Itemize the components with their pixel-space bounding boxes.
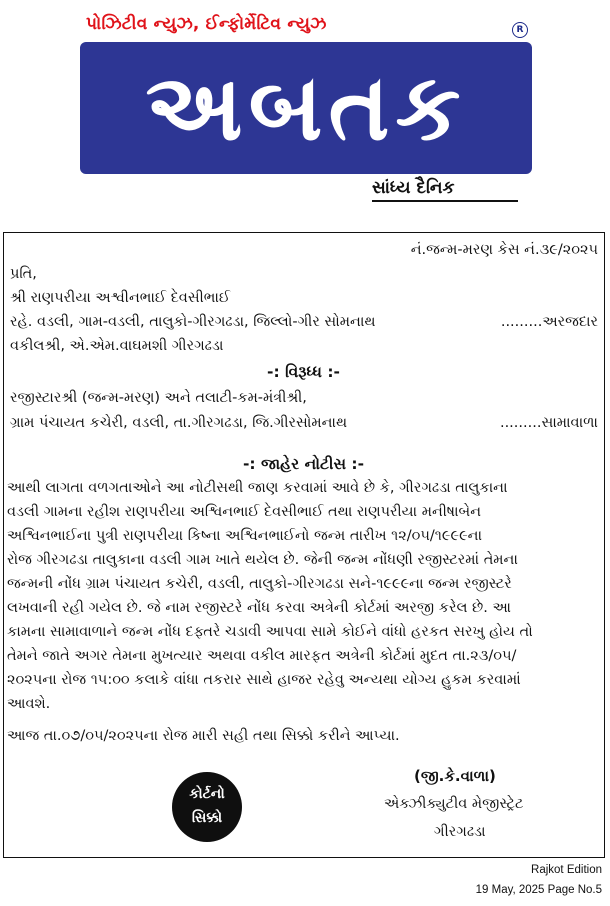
case-number: નં.જન્મ-મરણ કેસ નં.૩૯/૨૦૨૫ bbox=[410, 242, 598, 258]
masthead bbox=[0, 0, 610, 222]
signatory-place: ગીરગઢડા bbox=[434, 824, 486, 840]
notice-body-line: વડલી ગામના રહીશ રાણપરીયા અશ્વિનભાઈ દેવસીભાઈ તથા રાણપરીયા મનીષાબેન bbox=[7, 504, 482, 520]
edition-label: Rajkot Edition bbox=[531, 864, 602, 876]
notice-body-line: તેમને જાતે અગર તેમના મુખત્યાર અથવા વકીલ મારફત અત્રેની કોર્ટમાં મુદત તા.૨૩/૦૫/ bbox=[7, 648, 517, 664]
seal-text-line-2: સિક્કો bbox=[191, 810, 223, 826]
seal-text-line-1: કોર્ટનો bbox=[189, 786, 225, 802]
masthead-subtitle: સાંધ્ય દૈનિક bbox=[372, 178, 455, 198]
notice-body-line: જન્મની નોંધ ગ્રામ પંચાયત કચેરી, વડલી, તાલુકો-ગીરગઢડા સને-૧૯૯૯ના જન્મ રજીસ્ટરે bbox=[7, 576, 512, 592]
notice-body-line: કામના સામાવાળાને જન્મ નોંધ દફ્તરે ચડાવી આપવા સામે કોઈને વાંધો હરકત સરખુ હોય તો bbox=[7, 624, 533, 640]
logo-text: અબતક bbox=[145, 54, 467, 161]
subtitle-underline bbox=[372, 200, 518, 202]
newspaper-logo bbox=[80, 42, 532, 174]
applicant-name: શ્રી રાણપરીયા અશ્વીનભાઈ દેવસીભાઈ bbox=[10, 290, 231, 306]
respondent-line-2: ગ્રામ પંચાયત કચેરી, વડલી, તા.ગીરગઢડા, જિ.ગીરસોમનાથ bbox=[10, 415, 348, 431]
advocate-name: વકીલશ્રી, એ.એમ.વાઘમશી ગીરગઢડા bbox=[10, 338, 224, 354]
notice-body-line: ૨૦૨૫ના રોજ ૧૫:૦૦ કલાકે વાંધા તકરાર સાથે હાજર રહેવુ અન્યથા યોગ્ય હુકમ કરવામાં bbox=[7, 672, 521, 688]
signatory-name: (જી.કે.વાળા) bbox=[414, 767, 496, 785]
notice-body-line: આવશે. bbox=[7, 696, 51, 712]
masthead-tagline: પોઝિટીવ ન્યુઝ, ઈન્ફોર્મેટિવ ન્યુઝ bbox=[86, 14, 327, 34]
notice-body-line: રોજ ગીરગઢડા તાલુકાના વડલી ગામ ખાતે થયેલ છે. જેની જન્મ નોંધણી રજીસ્ટરમાં તેમના bbox=[7, 552, 518, 568]
date-page-label: 19 May, 2025 Page No.5 bbox=[475, 884, 602, 896]
notice-body-line: લખવાની રહી ગયેલ છે. જે નામ રજીસ્ટરે નોંધ કરવા અત્રેની કોર્ટમાં અરજી કરેલ છે. આ bbox=[7, 600, 511, 616]
closing-line: આજ તા.૦૭/૦૫/૨૦૨૫ના રોજ મારી સહી તથા સિક્કો કરીને આપ્યા. bbox=[7, 728, 400, 744]
applicant-role: .........અરજદાર bbox=[500, 314, 598, 330]
addressee-label: પ્રતિ, bbox=[10, 266, 37, 282]
public-notice-heading: -: જાહેર નોટીસ :- bbox=[242, 455, 365, 473]
court-seal bbox=[172, 772, 242, 842]
respondent-role: .........સામાવાળા bbox=[499, 415, 598, 431]
versus-heading: -: વિરૂધ્ધ :- bbox=[267, 363, 340, 381]
notice-body-line: અશ્વિનભાઈના પુત્રી રાણપરીયા કિષ્ના અશ્વિનભાઈનો જન્મ તારીખ ૧૨/૦૫/૧૯૯૯ના bbox=[7, 528, 483, 544]
respondent-line-1: રજીસ્ટારશ્રી (જન્મ-મરણ) અને તલાટી-કમ-મંત્રીશ્રી, bbox=[10, 390, 307, 406]
notice-body-line: આથી લાગતા વળગતાઓને આ નોટીસથી જાણ કરવામાં આવે છે કે, ગીરગઢડા તાલુકાના bbox=[7, 480, 508, 496]
registered-trademark-icon: R bbox=[512, 22, 528, 38]
public-notice-box bbox=[3, 232, 605, 858]
applicant-address: રહે. વડલી, ગામ-વડલી, તાલુકો-ગીરગઢડા, જિલ્લો-ગીર સોમનાથ bbox=[10, 314, 376, 330]
signatory-title: એક્ઝીક્યુટીવ મેજીસ્ટ્રેટ bbox=[384, 796, 524, 812]
